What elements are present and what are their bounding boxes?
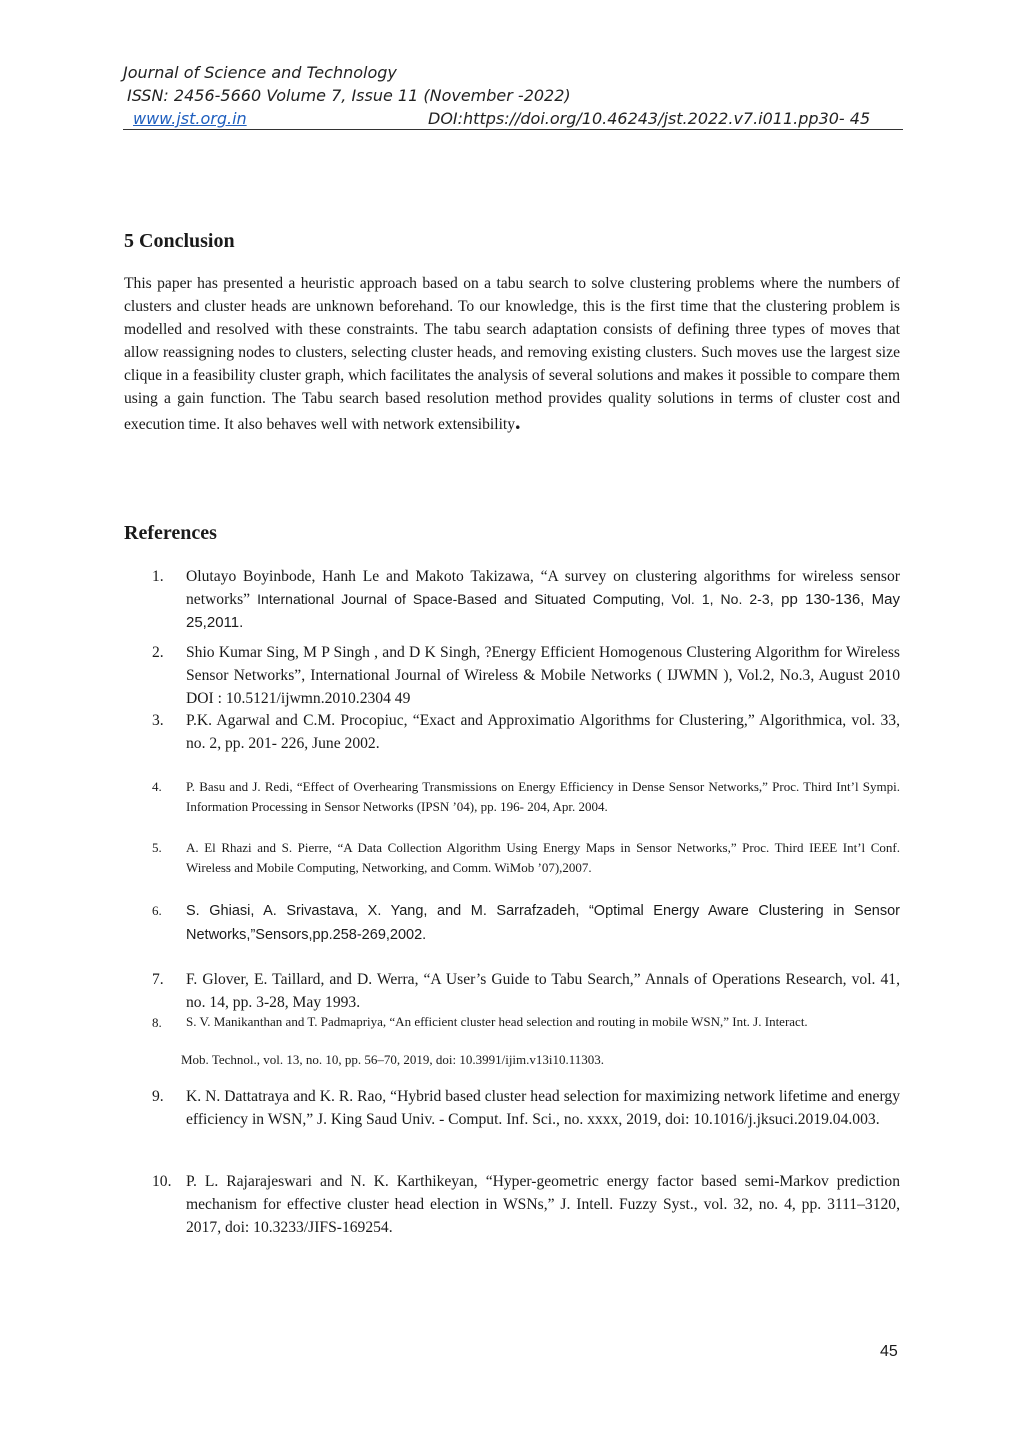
journal-links-row: [123, 109, 903, 130]
reference-text: P. L. Rajarajeswari and N. K. Karthikeyan, “Hyper-geometric energy factor based semi-Markov prediction mechanism for effective cluster head election in WSNs,” J. Intell. Fuzzy Syst., vol. 32, no. 4, pp. 3111–3120, 2017, doi: 10.3233/JIFS-169254.: [186, 1173, 900, 1236]
conclusion-heading: 5 Conclusion: [124, 230, 235, 252]
reference-text: P. Basu and J. Redi, “Effect of Overhearing Transmissions on Energy Efficiency in Dense Sensor Networks,” Proc. Third Int’l Sympi. Information Processing in Sensor Networks (IPSN ’04), pp. 196- 204, Apr. 2004.: [186, 779, 900, 814]
reference-volume: , Vol. 1, No. 2-3: [660, 591, 770, 607]
journal-doi: DOI:https://doi.org/10.46243/jst.2022.v7.i011.pp30- 45: [428, 109, 871, 128]
reference-number: 6.: [152, 903, 162, 918]
reference-journal-name: International Journal of Space-Based and Situated Computing: [257, 591, 661, 607]
reference-number: 4.: [152, 779, 162, 794]
reference-text: F. Glover, E. Taillard, and D. Werra, “A User’s Guide to Tabu Search,” Annals of Operations Research, vol. 41, no. 14, pp. 3-28, May 1993.: [186, 971, 900, 1011]
reference-text-part: Olutayo Boyinbode, Hanh Le and Makoto Takizawa, “A survey on clustering algorithms for wireless sensor networks”: [186, 568, 900, 608]
reference-item-8-continuation: Mob. Technol., vol. 13, no. 10, pp. 56–70, 2019, doi: 10.3991/ijim.v13i10.11303.: [181, 1052, 605, 1067]
references-heading: References: [124, 522, 217, 544]
conclusion-body: This paper has presented a heuristic approach based on a tabu search to solve clustering problems where the numbers of clusters and cluster heads are unknown beforehand. To our knowledge, this is the first time that the clustering problem is modelled and resolved with these constraints. The tabu search adaptation consists of defining three types of moves that allow reassigning nodes to clusters, selecting cluster heads, and removing existing clusters. Such moves use the largest size clique in a feasibility cluster graph, which facilitates the analysis of several solutions and makes it possible to compare them using a gain function. The Tabu search based resolution method provides quality solutions in terms of cluster cost and execution time. It also behaves well with network extensibility: [124, 275, 900, 433]
conclusion-paragraph: [124, 272, 900, 436]
reference-text: A. El Rhazi and S. Pierre, “A Data Collection Algorithm Using Energy Maps in Sensor Networks,” Proc. Third IEEE Int’l Conf. Wireless and Mobile Computing, Networking, and Comm. WiMob ’07),2007.: [186, 840, 900, 875]
reference-pages-date: , pp 130-136, May 25,2011.: [186, 591, 900, 631]
reference-number: 9.: [152, 1088, 164, 1105]
journal-url-link[interactable]: www.jst.org.in: [133, 109, 247, 128]
journal-title: Journal of Science and Technology: [123, 63, 397, 82]
reference-number: 10.: [152, 1173, 172, 1190]
reference-number: 8.: [152, 1015, 162, 1030]
journal-issn: ISSN: 2456-5660 Volume 7, Issue 11 (November -2022): [127, 86, 571, 105]
conclusion-end-mark: .: [515, 409, 521, 434]
reference-number: 5.: [152, 840, 162, 855]
reference-text: K. N. Dattatraya and K. R. Rao, “Hybrid based cluster head selection for maximizing network lifetime and energy efficiency in WSN,” J. King Saud Univ. - Comput. Inf. Sci., no. xxxx, 2019, doi: 10.1016/j.jksuci.2019.04.003.: [186, 1088, 900, 1128]
reference-text: P.K. Agarwal and C.M. Procopiuc, “Exact and Approximatio Algorithms for Clustering,” Algorithmica, vol. 33, no. 2, pp. 201- 226, June 2002.: [186, 712, 900, 752]
reference-number: 2.: [152, 644, 164, 661]
reference-number: 1.: [152, 568, 164, 585]
reference-text: S. Ghiasi, A. Srivastava, X. Yang, and M. Sarrafzadeh, “Optimal Energy Aware Clustering in Sensor Networks,”Sensors,pp.258-269,2002.: [186, 903, 900, 943]
reference-number: 7.: [152, 971, 164, 988]
page-number: 45: [880, 1343, 898, 1360]
reference-number: 3.: [152, 712, 164, 729]
reference-text: [186, 565, 900, 634]
reference-text: Shio Kumar Sing, M P Singh , and D K Singh, ?Energy Efficient Homogenous Clustering Algorithm for Wireless Sensor Networks”, International Journal of Wireless & Mobile Networks ( IJWMN ), Vol.2, No.3, August 2010 DOI : 10.5121/ijwmn.2010.2304 49: [186, 644, 900, 707]
reference-text: S. V. Manikanthan and T. Padmapriya, “An efficient cluster head selection and routing in mobile WSN,” Int. J. Interact.: [186, 1014, 808, 1029]
